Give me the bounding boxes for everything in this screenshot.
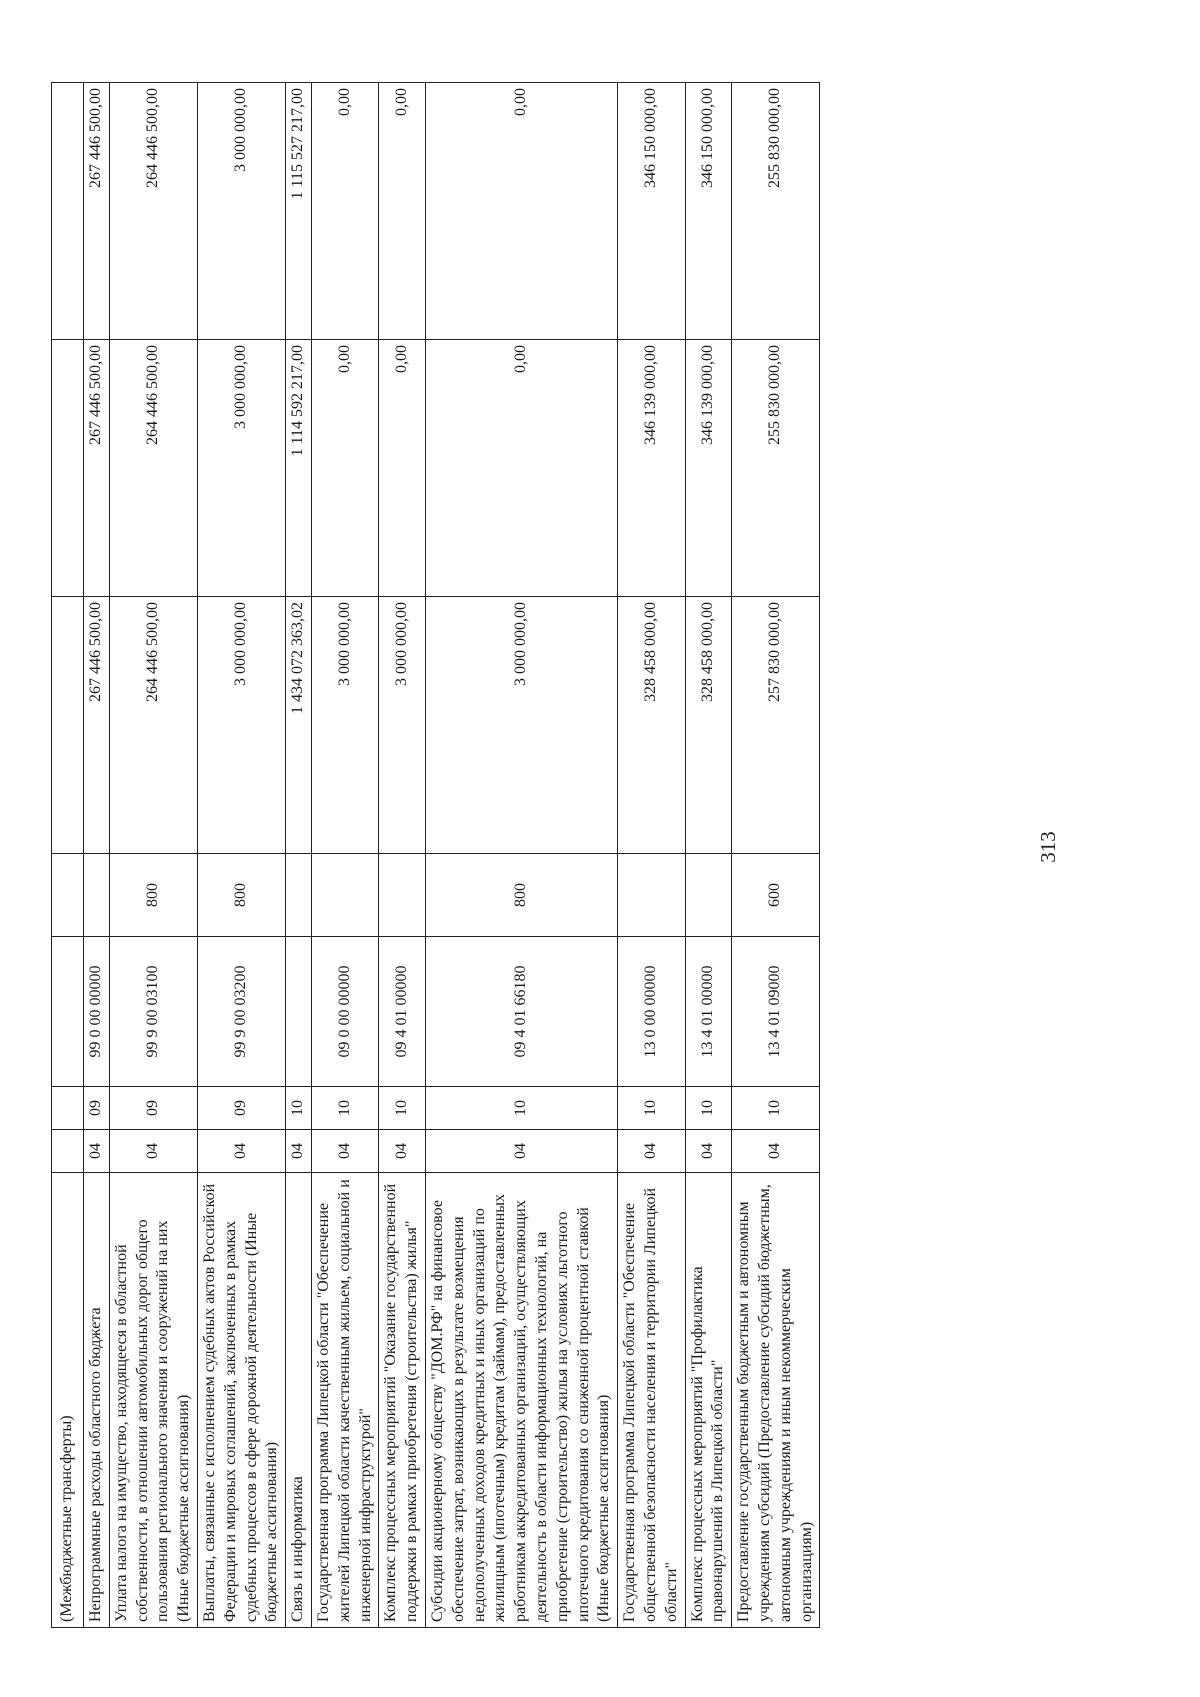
target-article-code: 09 4 01 66180 bbox=[425, 937, 617, 1087]
row-name: Связь и информатика bbox=[286, 1173, 312, 1628]
section-code: 04 bbox=[425, 1130, 617, 1173]
amount-year-1: 257 830 000,00 bbox=[732, 597, 820, 854]
amount-year-2: 0,00 bbox=[311, 340, 378, 597]
section-code: 04 bbox=[732, 1130, 820, 1173]
amount-year-1 bbox=[52, 597, 84, 854]
subsection-code: 09 bbox=[84, 1087, 110, 1130]
amount-year-1: 3 000 000,00 bbox=[425, 597, 617, 854]
subsection-code: 10 bbox=[618, 1087, 685, 1130]
table-row bbox=[685, 83, 732, 1628]
amount-year-2: 1 114 592 217,00 bbox=[286, 340, 312, 597]
amount-year-1: 264 446 500,00 bbox=[109, 597, 197, 854]
amount-year-3: 267 446 500,00 bbox=[84, 83, 110, 340]
section-code bbox=[52, 1130, 84, 1173]
table-row bbox=[52, 83, 84, 1628]
amount-year-3: 264 446 500,00 bbox=[109, 83, 197, 340]
row-name: Непрограммные расходы областного бюджета bbox=[84, 1173, 110, 1628]
amount-year-3: 0,00 bbox=[311, 83, 378, 340]
amount-year-3: 346 150 000,00 bbox=[618, 83, 685, 340]
row-name: Предоставление государственным бюджетным и автономным учреждениям субсидий (Предоставление субсидий бюджетным, автономным учреждениям и иным некоммерческим организациям) bbox=[732, 1173, 820, 1628]
amount-year-3: 346 150 000,00 bbox=[685, 83, 732, 340]
row-name: Выплаты, связанные с исполнением судебных актов Российской Федерации и мировых соглашений, заключенных в рамках судебных процессов в сфере дорожной деятельности (Иные бюджетные ассигнования) bbox=[197, 1173, 285, 1628]
target-article-code: 09 0 00 00000 bbox=[311, 937, 378, 1087]
amount-year-1: 3 000 000,00 bbox=[197, 597, 285, 854]
amount-year-2 bbox=[52, 340, 84, 597]
section-code: 04 bbox=[109, 1130, 197, 1173]
subsection-code: 10 bbox=[286, 1087, 312, 1130]
amount-year-2: 346 139 000,00 bbox=[618, 340, 685, 597]
subsection-code: 09 bbox=[109, 1087, 197, 1130]
subsection-code bbox=[52, 1087, 84, 1130]
expense-type-code bbox=[52, 854, 84, 937]
target-article-code: 13 4 01 09000 bbox=[732, 937, 820, 1087]
expense-type-code bbox=[311, 854, 378, 937]
expense-type-code bbox=[286, 854, 312, 937]
subsection-code: 10 bbox=[685, 1087, 732, 1130]
amount-year-1: 1 434 072 363,02 bbox=[286, 597, 312, 854]
subsection-code: 09 bbox=[197, 1087, 285, 1130]
amount-year-1: 328 458 000,00 bbox=[618, 597, 685, 854]
amount-year-2: 3 000 000,00 bbox=[197, 340, 285, 597]
row-name: Комплекс процессных мероприятий "Профилактика правонарушений в Липецкой области" bbox=[685, 1173, 732, 1628]
table-row bbox=[379, 83, 426, 1628]
expense-type-code bbox=[379, 854, 426, 937]
subsection-code: 10 bbox=[379, 1087, 426, 1130]
amount-year-2: 0,00 bbox=[379, 340, 426, 597]
subsection-code: 10 bbox=[425, 1087, 617, 1130]
target-article-code: 09 4 01 00000 bbox=[379, 937, 426, 1087]
expense-type-code bbox=[618, 854, 685, 937]
section-code: 04 bbox=[84, 1130, 110, 1173]
target-article-code: 13 4 01 00000 bbox=[685, 937, 732, 1087]
row-name: Уплата налога на имущество, находящееся в областной собственности, в отношении автомобильных дорог общего пользования регионального значения и сооружений на них (Иные бюджетные ассигнования) bbox=[109, 1173, 197, 1628]
row-name: Государственная программа Липецкой области "Обеспечение общественной безопасности населения и территории Липецкой области" bbox=[618, 1173, 685, 1628]
amount-year-2: 255 830 000,00 bbox=[732, 340, 820, 597]
expense-type-code bbox=[685, 854, 732, 937]
subsection-code: 10 bbox=[732, 1087, 820, 1130]
amount-year-1: 267 446 500,00 bbox=[84, 597, 110, 854]
amount-year-1: 328 458 000,00 bbox=[685, 597, 732, 854]
section-code: 04 bbox=[379, 1130, 426, 1173]
table-row bbox=[109, 83, 197, 1628]
table-row bbox=[197, 83, 285, 1628]
section-code: 04 bbox=[311, 1130, 378, 1173]
table-row bbox=[732, 83, 820, 1628]
row-name: Государственная программа Липецкой области "Обеспечение жителей Липецкой области качественным жильем, социальной и инженерной инфраструктурой" bbox=[311, 1173, 378, 1628]
table-row bbox=[84, 83, 110, 1628]
table-row bbox=[286, 83, 312, 1628]
table-row bbox=[425, 83, 617, 1628]
amount-year-3: 0,00 bbox=[425, 83, 617, 340]
section-code: 04 bbox=[286, 1130, 312, 1173]
section-code: 04 bbox=[618, 1130, 685, 1173]
target-article-code: 13 0 00 00000 bbox=[618, 937, 685, 1087]
amount-year-3: 255 830 000,00 bbox=[732, 83, 820, 340]
expense-type-code: 800 bbox=[109, 854, 197, 937]
page-number: 313 bbox=[1036, 831, 1060, 863]
rotated-document-sheet bbox=[51, 66, 1151, 1628]
target-article-code bbox=[52, 937, 84, 1087]
section-code: 04 bbox=[685, 1130, 732, 1173]
amount-year-3: 1 115 527 217,00 bbox=[286, 83, 312, 340]
amount-year-1: 3 000 000,00 bbox=[379, 597, 426, 854]
amount-year-3 bbox=[52, 83, 84, 340]
subsection-code: 10 bbox=[311, 1087, 378, 1130]
amount-year-2: 267 446 500,00 bbox=[84, 340, 110, 597]
amount-year-3: 0,00 bbox=[379, 83, 426, 340]
expense-type-code: 800 bbox=[425, 854, 617, 937]
section-code: 04 bbox=[197, 1130, 285, 1173]
amount-year-1: 3 000 000,00 bbox=[311, 597, 378, 854]
amount-year-2: 346 139 000,00 bbox=[685, 340, 732, 597]
target-article-code: 99 9 00 03200 bbox=[197, 937, 285, 1087]
amount-year-2: 0,00 bbox=[425, 340, 617, 597]
amount-year-3: 3 000 000,00 bbox=[197, 83, 285, 340]
target-article-code bbox=[286, 937, 312, 1087]
row-name: Комплекс процессных мероприятий "Оказание государственной поддержки в рамках приобретения (строительства) жилья" bbox=[379, 1173, 426, 1628]
table-row bbox=[311, 83, 378, 1628]
amount-year-2: 264 446 500,00 bbox=[109, 340, 197, 597]
expense-type-code bbox=[84, 854, 110, 937]
row-name: (Межбюджетные трансферты) bbox=[52, 1173, 84, 1628]
target-article-code: 99 9 00 03100 bbox=[109, 937, 197, 1087]
row-name: Субсидии акционерному обществу "ДОМ.РФ" на финансовое обеспечение затрат, возникающих в результате возмещения недополученных доходов кредитных и иных организаций по жилищным (ипотечным) кредитам (займам), предоставленных работникам аккредитованных организаций, осуществляющих деятельность в области информационных технологий, на приобретение (строительство) жилья на условиях льготного ипотечного кредитования со сниженной процентной ставкой (Иные бюджетные ассигнования) bbox=[425, 1173, 617, 1628]
expense-type-code: 600 bbox=[732, 854, 820, 937]
table-row bbox=[618, 83, 685, 1628]
expense-type-code: 800 bbox=[197, 854, 285, 937]
budget-expenditure-table bbox=[51, 82, 820, 1628]
target-article-code: 99 0 00 00000 bbox=[84, 937, 110, 1087]
